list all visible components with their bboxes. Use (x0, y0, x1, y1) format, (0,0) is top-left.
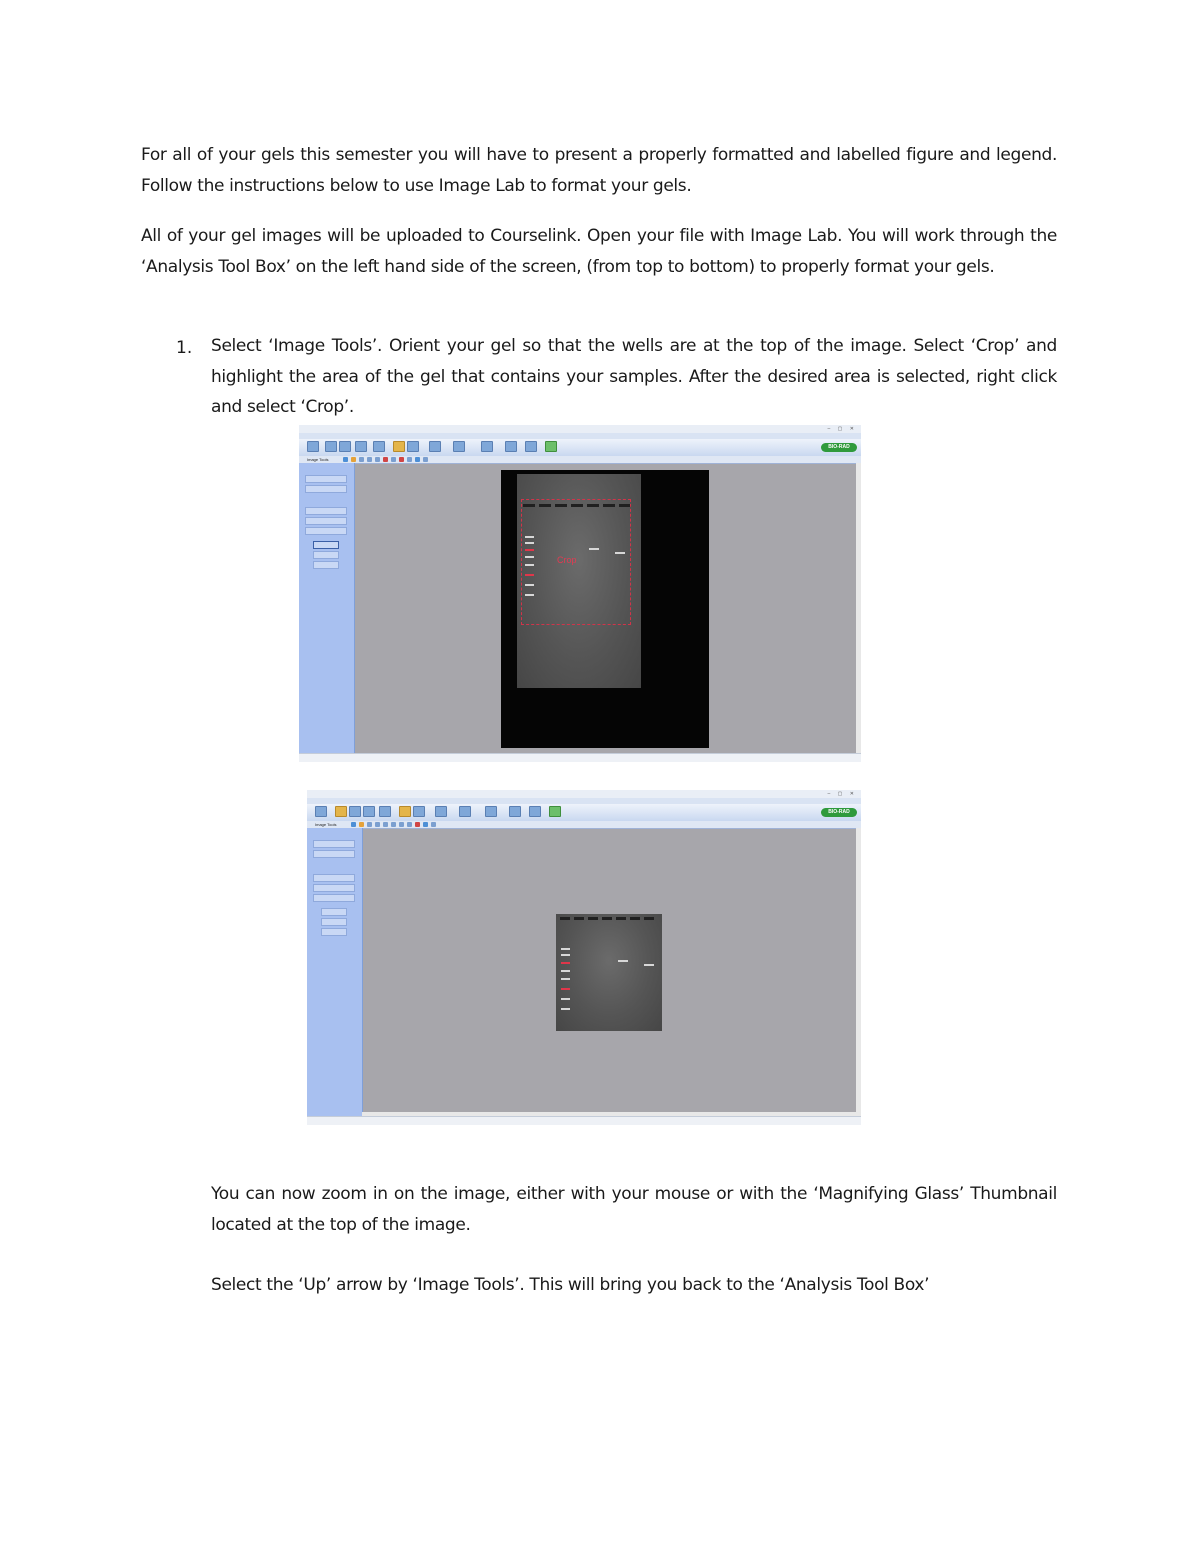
cropped-gel-image (556, 914, 662, 1031)
gel-band (561, 948, 570, 950)
toolbar-icon (355, 441, 367, 452)
toolbar-icon (525, 441, 537, 452)
panel-button (313, 561, 339, 569)
tool-icon (423, 457, 428, 462)
toolbar-icon (509, 806, 521, 817)
image-tools-title: Image Tools (307, 457, 329, 462)
gel-band (644, 964, 654, 966)
toolbar-icon (505, 441, 517, 452)
gel-band (561, 988, 570, 990)
panel-button (313, 874, 355, 882)
bio-rad-logo: BIO-RAD (821, 443, 857, 452)
window-titlebar (299, 425, 861, 433)
panel-button (305, 507, 347, 515)
tool-icon (415, 822, 420, 827)
tool-icon (391, 822, 396, 827)
gel-band (561, 1008, 570, 1010)
toolbar (299, 439, 861, 457)
panel-button (305, 485, 347, 493)
toolbar-icon (325, 441, 337, 452)
toolbar-icon (485, 806, 497, 817)
tool-icon (407, 457, 412, 462)
toolbar-icon (413, 806, 425, 817)
toolbar-icon (545, 441, 557, 452)
panel-button (305, 517, 347, 525)
panel-button (305, 475, 347, 483)
toolbar-icon (481, 441, 493, 452)
toolbar-icon (335, 806, 347, 817)
vertical-scrollbar (856, 828, 861, 1117)
panel-button (321, 928, 347, 936)
intro-paragraph: For all of your gels this semester you will have to present a properly formatted and labelled figure and legend. Follow the instructions below to use Image Lab to format your gels. (141, 145, 1057, 196)
image-tools-bar (299, 456, 861, 464)
window-titlebar (307, 790, 861, 798)
gel-band (618, 960, 628, 962)
tool-icon (359, 457, 364, 462)
panel-button (305, 527, 347, 535)
gel-band (561, 954, 570, 956)
toolbar-icon (379, 806, 391, 817)
bio-rad-logo: BIO-RAD (821, 808, 857, 817)
panel-button (321, 908, 347, 916)
toolbar (307, 804, 861, 822)
tool-icon (399, 822, 404, 827)
tool-icon (383, 457, 388, 462)
tool-icon (351, 457, 356, 462)
status-bar (299, 753, 861, 762)
toolbar-icon (429, 441, 441, 452)
gel-well (616, 917, 626, 920)
toolbar-icon (363, 806, 375, 817)
panel-button (313, 850, 355, 858)
tool-icon (367, 822, 372, 827)
gel-band (561, 978, 570, 980)
tool-icon (351, 822, 356, 827)
toolbar-icon (549, 806, 561, 817)
upload-paragraph: All of your gel images will be uploaded to Courselink. Open your file with Image Lab. You will work through the ‘Analysis Tool Box’ on the left hand side of the screen, (from top to bottom) to properly format your gels. (141, 226, 1057, 277)
toolbar-icon (349, 806, 361, 817)
step-number: 1. (176, 338, 193, 358)
gel-well (560, 917, 570, 920)
vertical-scrollbar (856, 463, 861, 754)
analysis-tool-panel (299, 463, 355, 754)
toolbar-icon (453, 441, 465, 452)
toolbar-icon (315, 806, 327, 817)
analysis-tool-panel (307, 828, 363, 1117)
tool-icon (383, 822, 388, 827)
gel-band (561, 998, 570, 1000)
tool-icon (343, 457, 348, 462)
zoom-paragraph: You can now zoom in on the image, either with your mouse or with the ‘Magnifying Glass’ Thumbnail located at the top of the image. (211, 1184, 1057, 1235)
image-tools-title: Image Tools (315, 822, 337, 827)
panel-button (313, 551, 339, 559)
gel-band (561, 970, 570, 972)
panel-button (313, 884, 355, 892)
gel-well (602, 917, 612, 920)
tool-icon (367, 457, 372, 462)
window-controls: – ▢ ✕ (827, 791, 857, 797)
gel-well (574, 917, 584, 920)
gel-well (588, 917, 598, 920)
toolbar-icon (407, 441, 419, 452)
tool-icon (375, 822, 380, 827)
toolbar-icon (307, 441, 319, 452)
toolbar-icon (393, 441, 405, 452)
up-arrow-paragraph: Select the ‘Up’ arrow by ‘Image Tools’. This will bring you back to the ‘Analysis Tool Box’ (211, 1275, 930, 1295)
panel-button (313, 894, 355, 902)
crop-label: Crop (557, 555, 577, 565)
panel-button (313, 541, 339, 549)
toolbar-icon (373, 441, 385, 452)
tool-icon (431, 822, 436, 827)
screenshot-crop-selection (299, 425, 861, 762)
gel-well (644, 917, 654, 920)
toolbar-icon (339, 441, 351, 452)
tool-icon (407, 822, 412, 827)
screenshot-cropped-result (307, 790, 861, 1125)
tool-icon (415, 457, 420, 462)
tool-icon (399, 457, 404, 462)
window-controls: – ▢ ✕ (827, 426, 857, 432)
gel-well (630, 917, 640, 920)
tool-icon (391, 457, 396, 462)
toolbar-icon (435, 806, 447, 817)
tool-icon (375, 457, 380, 462)
status-bar (307, 1116, 861, 1125)
gel-band (561, 962, 570, 964)
toolbar-icon (529, 806, 541, 817)
tool-icon (359, 822, 364, 827)
panel-button (321, 918, 347, 926)
toolbar-icon (459, 806, 471, 817)
panel-button (313, 840, 355, 848)
toolbar-icon (399, 806, 411, 817)
step-1-text: Select ‘Image Tools’. Orient your gel so that the wells are at the top of the image. Select ‘Crop’ and highlight the area of the gel that contains your samples. After the desired area is selected, right click and select ‘Crop’. (211, 336, 1057, 417)
tool-icon (423, 822, 428, 827)
image-tools-bar (307, 821, 861, 829)
